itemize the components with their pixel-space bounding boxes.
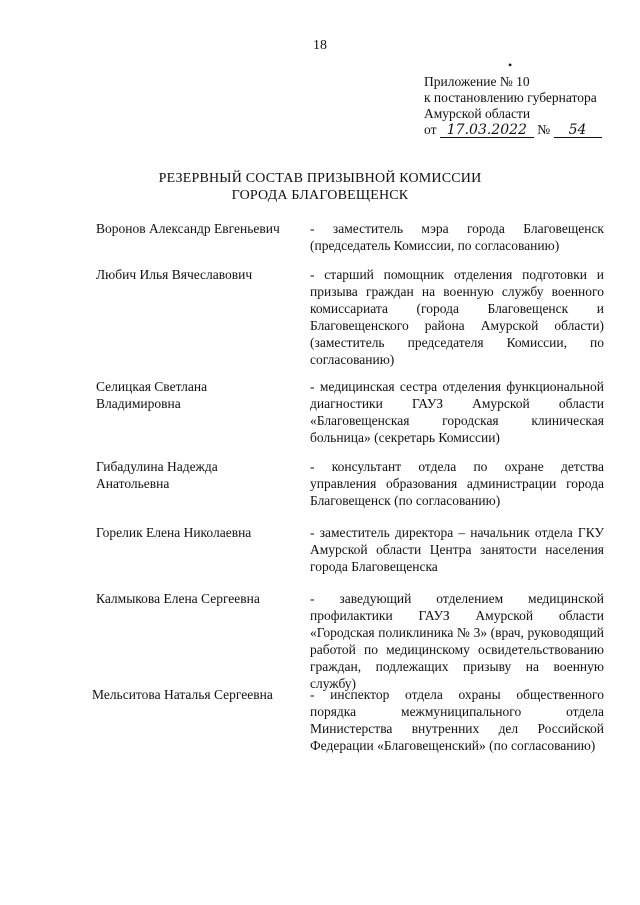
member-role: - консультант отдела по охране детства управления образования администрации города Благовещенск (по согласованию) bbox=[310, 459, 604, 508]
member-name: Мельситова Наталья Сергеевна bbox=[92, 687, 273, 702]
appendix-block bbox=[424, 74, 634, 138]
member-name: Воронов Александр Евгеньевич bbox=[96, 221, 280, 236]
corner-mark: • bbox=[508, 58, 513, 72]
member-role: - старший помощник отделения подготовки и призыва граждан на военную службу военного комиссариата (города Благовещенск и Благовещенского района Амурской области) (заместитель председателя Комиссии, по согласованию) bbox=[310, 267, 604, 367]
member-name: Гибадулина Надежда Анатольевна bbox=[96, 459, 218, 491]
member-role: - заведующий отделением медицинской профилактики ГАУЗ Амурской области «Городская поликлиника № 3» (врач, руководящий работой по медицинскому освидетельствованию граждан, подлежащих призыву на военную службу) bbox=[310, 591, 604, 691]
member-role: - заместитель мэра города Благовещенск (председатель Комиссии, по согласованию) bbox=[310, 221, 604, 253]
member-role: - заместитель директора – начальник отдела ГКУ Амурской области Центра занятости населения города Благовещенска bbox=[310, 525, 604, 574]
appendix-line-1: Приложение № 10 bbox=[424, 74, 530, 89]
member-name: Селицкая Светлана Владимировна bbox=[96, 379, 208, 411]
document-title bbox=[0, 170, 640, 204]
member-name: Любич Илья Вячеславович bbox=[96, 267, 253, 282]
appendix-date-line bbox=[424, 122, 634, 138]
handwritten-number: 54 bbox=[554, 123, 602, 138]
member-name: Калмыкова Елена Сергеевна bbox=[96, 591, 260, 606]
handwritten-date: 17.03.2022 bbox=[440, 123, 534, 138]
title-line-2: ГОРОДА БЛАГОВЕЩЕНСК bbox=[231, 188, 409, 203]
appendix-line-2: к постановлению губернатора bbox=[424, 90, 597, 105]
number-prefix: № bbox=[537, 122, 551, 137]
member-role: - медицинская сестра отделения функциональной диагностики ГАУЗ Амурской области «Благовещенская городская клиническая больница» (секретарь Комиссии) bbox=[310, 379, 604, 445]
date-prefix: от bbox=[424, 122, 437, 137]
page-number: 18 bbox=[313, 38, 327, 53]
appendix-line-3: Амурской области bbox=[424, 106, 531, 121]
member-role: - инспектор отдела охраны общественного порядка межмуниципального отдела Министерства внутренних дел Российской Федерации «Благовещенский» (по согласованию) bbox=[310, 687, 604, 753]
member-name: Горелик Елена Николаевна bbox=[96, 525, 252, 540]
title-line-1: РЕЗЕРВНЫЙ СОСТАВ ПРИЗЫВНОЙ КОМИССИИ bbox=[158, 171, 482, 186]
